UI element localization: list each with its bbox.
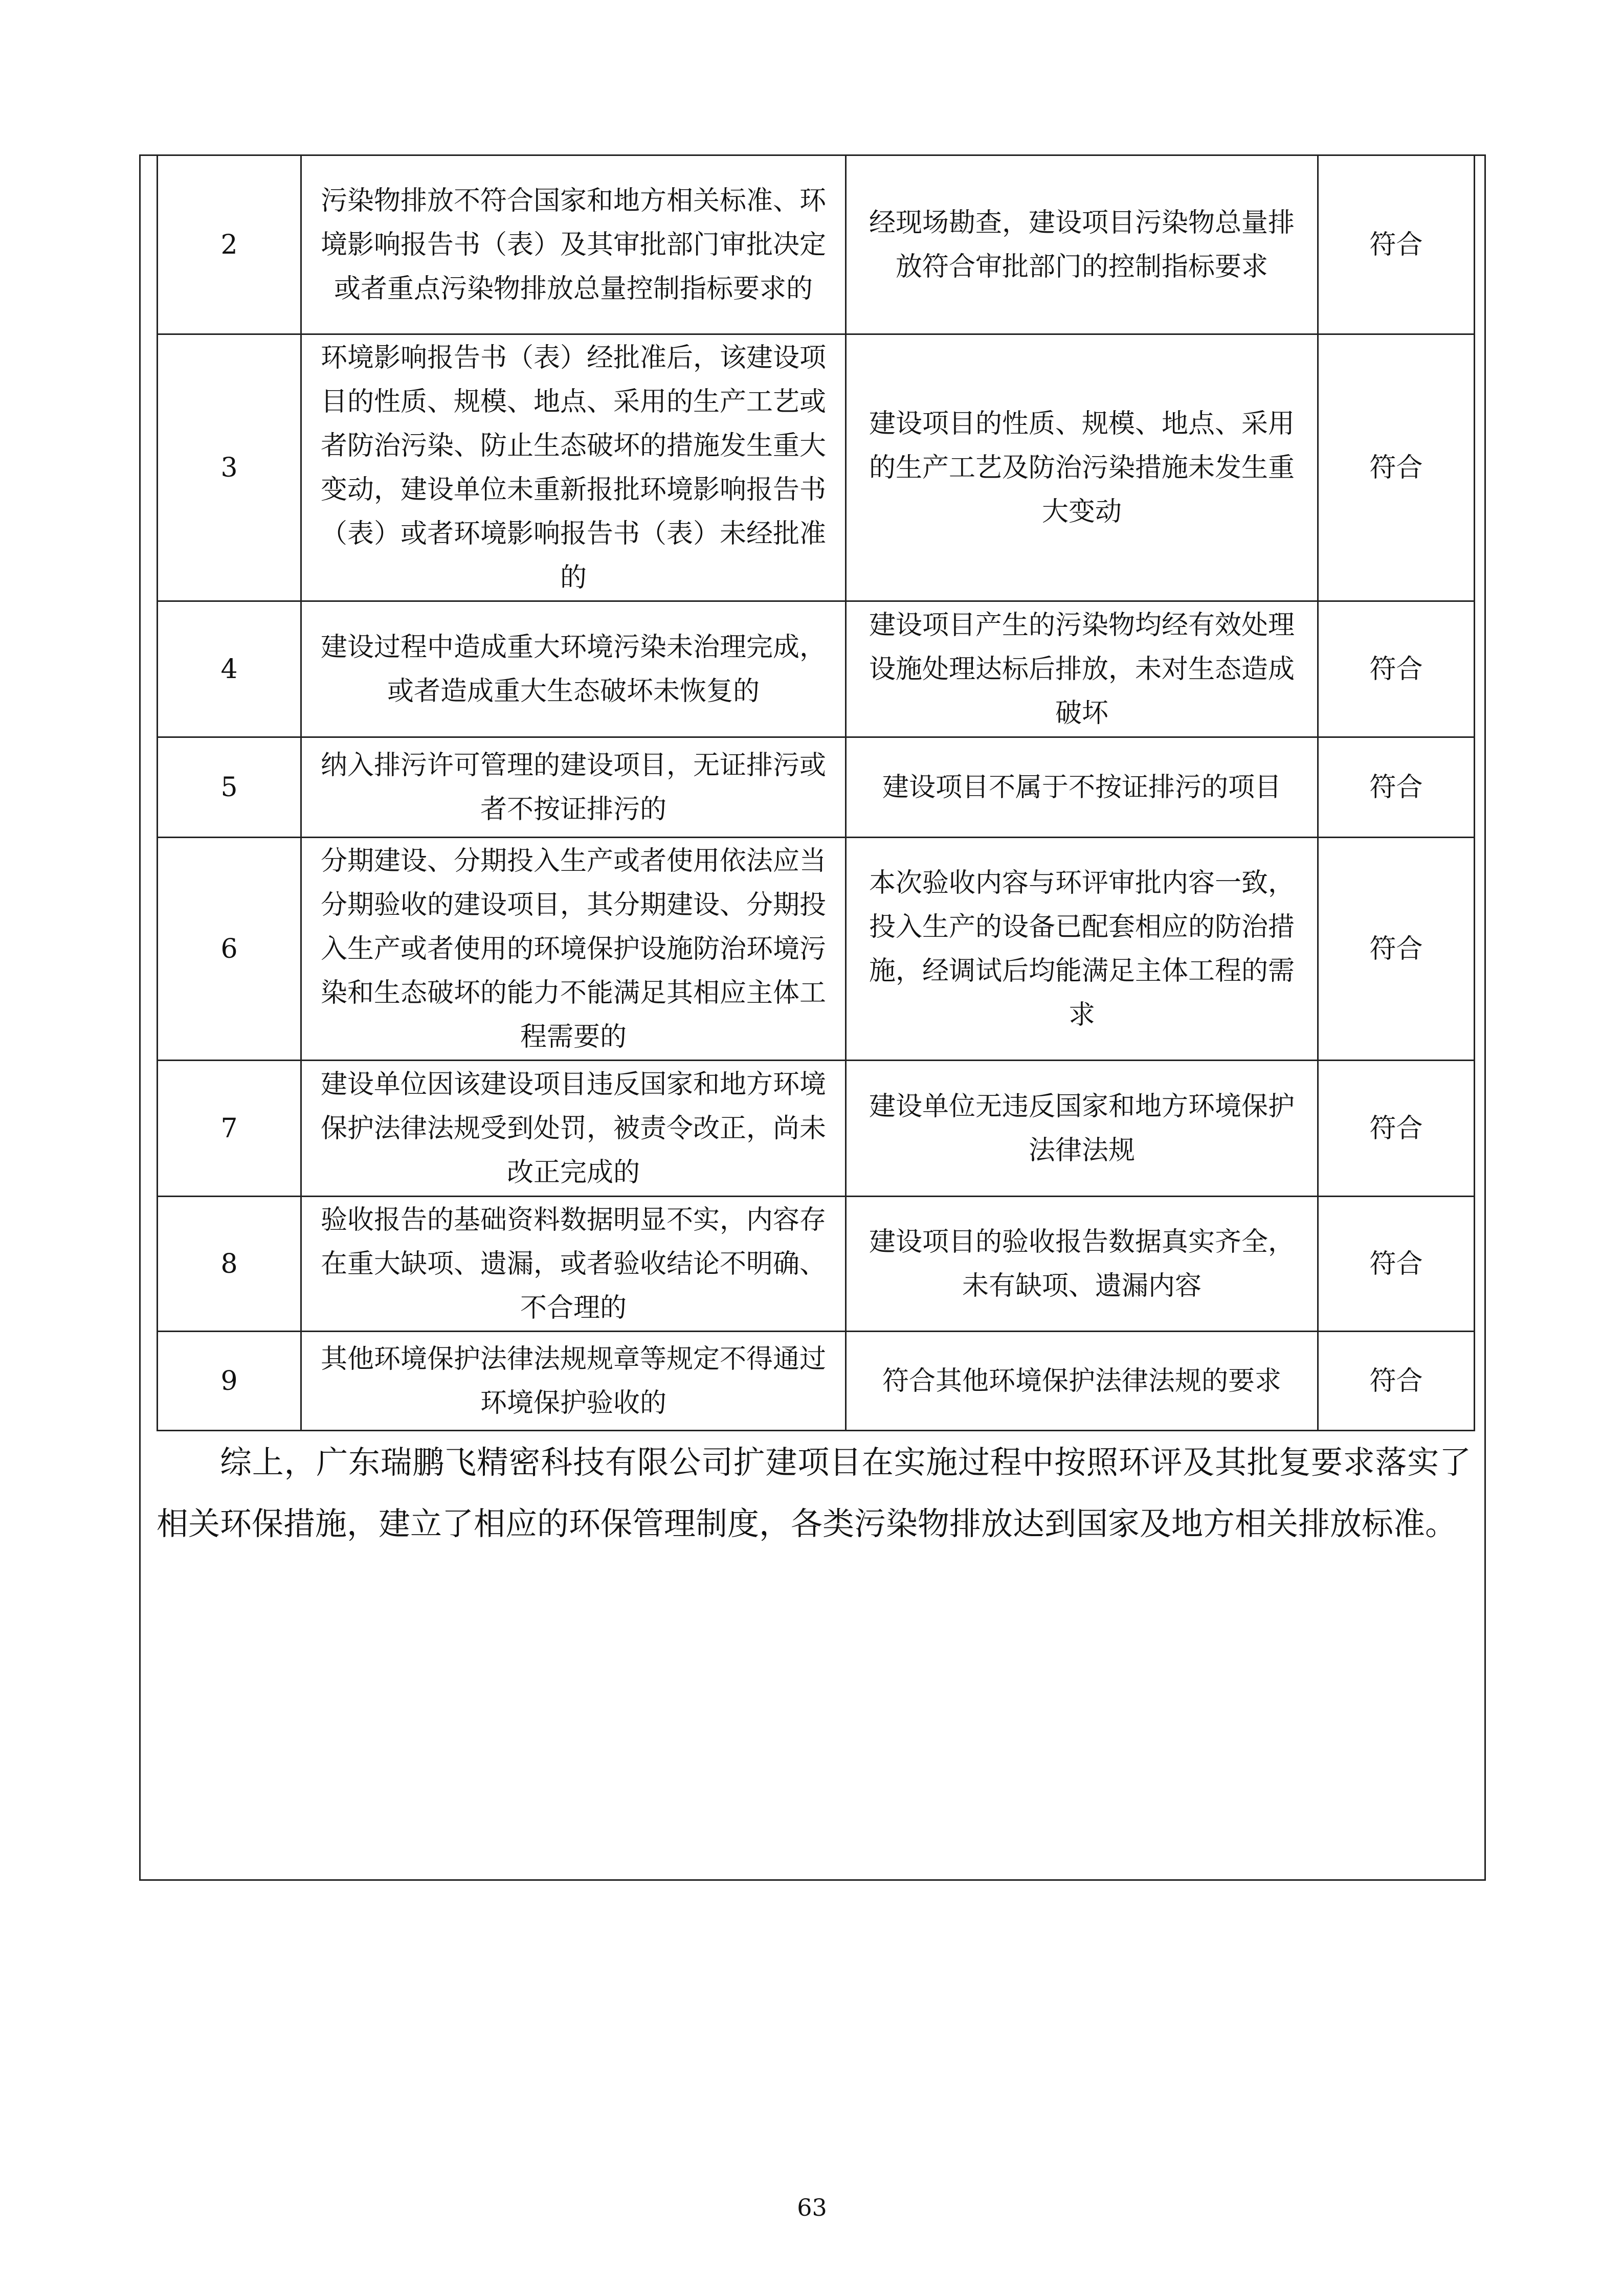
table-row bbox=[158, 1332, 1475, 1431]
table-row bbox=[158, 601, 1475, 737]
row-number: 9 bbox=[158, 1332, 301, 1431]
row-number: 5 bbox=[158, 737, 301, 838]
row-number: 8 bbox=[158, 1197, 301, 1332]
result-cell: 符合 bbox=[1318, 838, 1475, 1061]
table-row bbox=[158, 838, 1475, 1061]
table-row bbox=[158, 334, 1475, 601]
acceptance-checklist-table bbox=[157, 154, 1475, 1431]
row-number: 2 bbox=[158, 155, 301, 334]
situation-cell: 经现场勘查，建设项目污染物总量排放符合审批部门的控制指标要求 bbox=[846, 155, 1318, 334]
condition-cell: 分期建设、分期投入生产或者使用依法应当分期验收的建设项目，其分期建设、分期投入生产或者使用的环境保护设施防治环境污染和生态破坏的能力不能满足其相应主体工程需要的 bbox=[301, 838, 846, 1061]
condition-cell: 验收报告的基础资料数据明显不实，内容存在重大缺项、遗漏，或者验收结论不明确、不合理的 bbox=[301, 1197, 846, 1332]
situation-cell: 建设项目的性质、规模、地点、采用的生产工艺及防治污染措施未发生重大变动 bbox=[846, 334, 1318, 601]
condition-cell: 建设单位因该建设项目违反国家和地方环境保护法律法规受到处罚，被责令改正，尚未改正完成的 bbox=[301, 1061, 846, 1197]
table-row bbox=[158, 1061, 1475, 1197]
result-cell: 符合 bbox=[1318, 334, 1475, 601]
table-row bbox=[158, 155, 1475, 334]
result-cell: 符合 bbox=[1318, 1061, 1475, 1197]
situation-cell: 本次验收内容与环评审批内容一致，投入生产的设备已配套相应的防治措施，经调试后均能满足主体工程的需求 bbox=[846, 838, 1318, 1061]
condition-cell: 环境影响报告书（表）经批准后，该建设项目的性质、规模、地点、采用的生产工艺或者防治污染、防止生态破坏的措施发生重大变动，建设单位未重新报批环境影响报告书（表）或者环境影响报告书（表）未经批准的 bbox=[301, 334, 846, 601]
table-row bbox=[158, 737, 1475, 838]
result-cell: 符合 bbox=[1318, 155, 1475, 334]
result-cell: 符合 bbox=[1318, 601, 1475, 737]
situation-cell: 符合其他环境保护法律法规的要求 bbox=[846, 1332, 1318, 1431]
table-row bbox=[158, 1197, 1475, 1332]
row-number: 7 bbox=[158, 1061, 301, 1197]
summary-paragraph: 综上，广东瑞鹏飞精密科技有限公司扩建项目在实施过程中按照环评及其批复要求落实了相关环保措施，建立了相应的环保管理制度，各类污染物排放达到国家及地方相关排放标准。 bbox=[157, 1444, 1471, 1542]
situation-cell: 建设单位无违反国家和地方环境保护法律法规 bbox=[846, 1061, 1318, 1197]
row-number: 3 bbox=[158, 334, 301, 601]
situation-cell: 建设项目的验收报告数据真实齐全，未有缺项、遗漏内容 bbox=[846, 1197, 1318, 1332]
row-number: 4 bbox=[158, 601, 301, 737]
situation-cell: 建设项目产生的污染物均经有效处理设施处理达标后排放，未对生态造成破坏 bbox=[846, 601, 1318, 737]
row-number: 6 bbox=[158, 838, 301, 1061]
condition-cell: 建设过程中造成重大环境污染未治理完成，或者造成重大生态破坏未恢复的 bbox=[301, 601, 846, 737]
condition-cell: 纳入排污许可管理的建设项目，无证排污或者不按证排污的 bbox=[301, 737, 846, 838]
condition-cell: 其他环境保护法律法规规章等规定不得通过环境保护验收的 bbox=[301, 1332, 846, 1431]
condition-cell: 污染物排放不符合国家和地方相关标准、环境影响报告书（表）及其审批部门审批决定或者重点污染物排放总量控制指标要求的 bbox=[301, 155, 846, 334]
result-cell: 符合 bbox=[1318, 1197, 1475, 1332]
page-number: 63 bbox=[797, 2194, 827, 2221]
situation-cell: 建设项目不属于不按证排污的项目 bbox=[846, 737, 1318, 838]
result-cell: 符合 bbox=[1318, 737, 1475, 838]
result-cell: 符合 bbox=[1318, 1332, 1475, 1431]
